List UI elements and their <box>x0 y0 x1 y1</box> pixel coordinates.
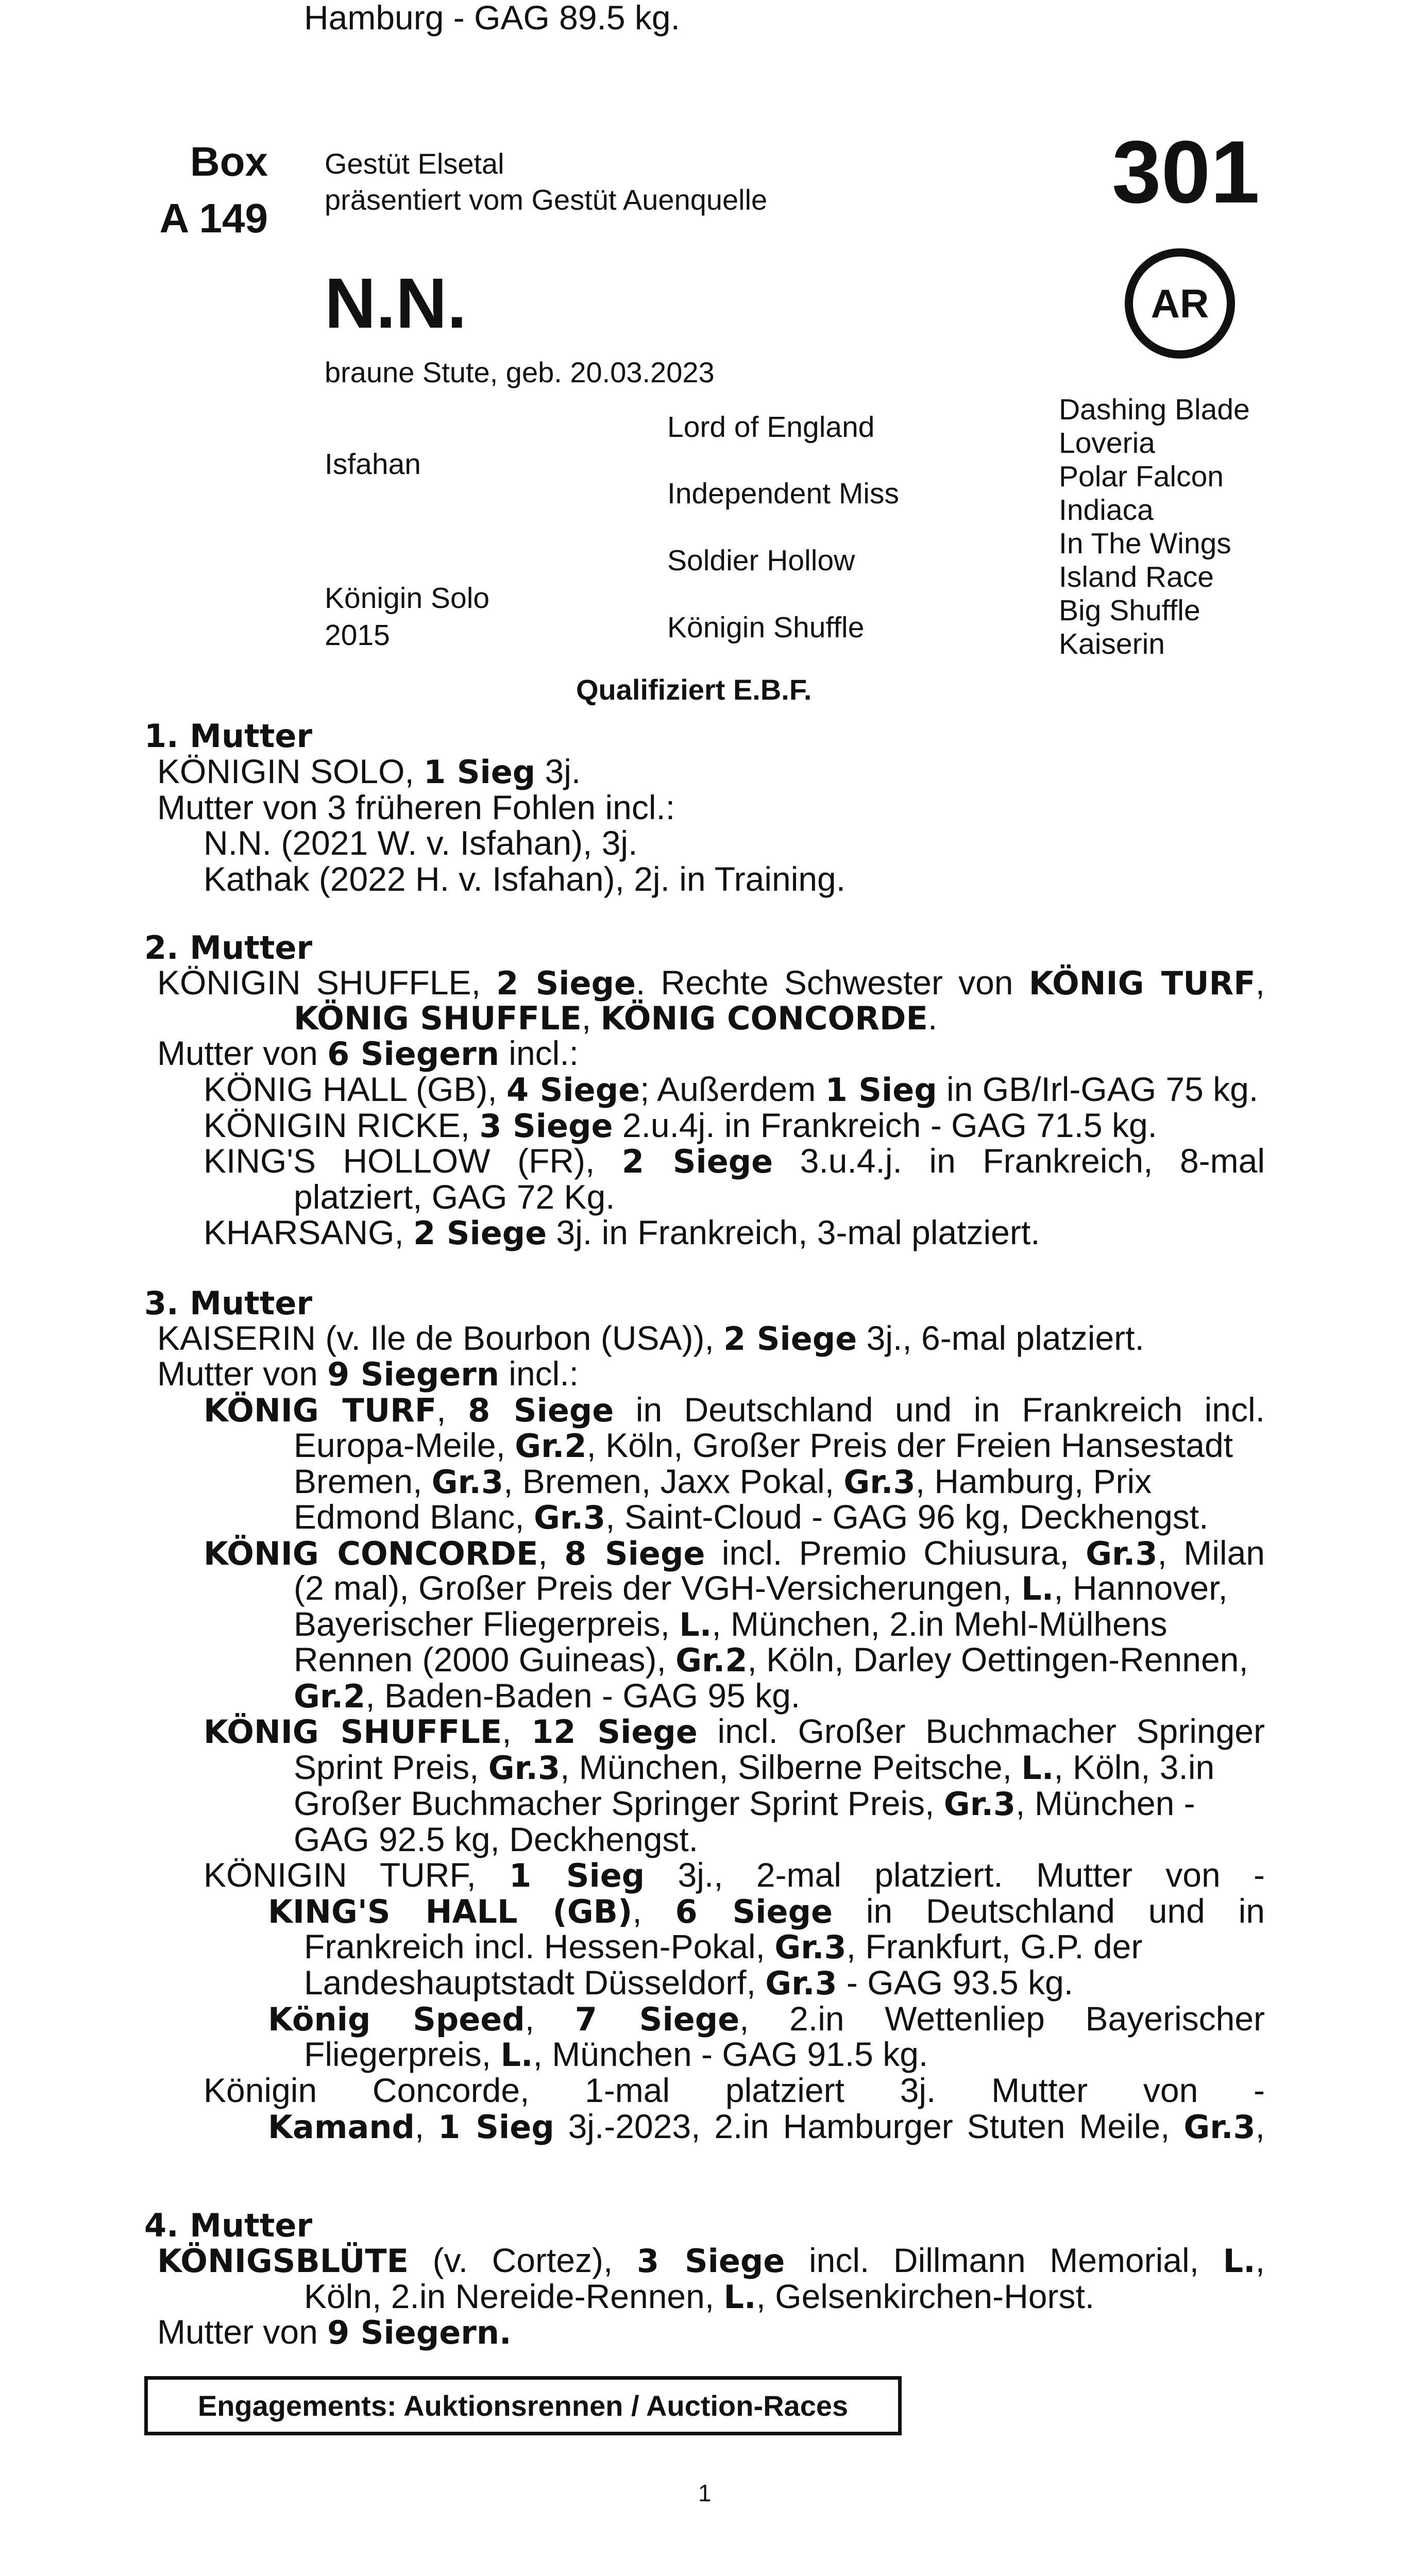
text-line <box>304 2279 1094 2315</box>
text-run: , Köln, Darley Oettingen-Rennen, <box>747 1640 1248 1679</box>
text-run: Edmond Blanc, <box>294 1498 534 1536</box>
text-run: KHARSANG, <box>204 1213 414 1251</box>
text-run: Hamburg - GAG 89.5 kg. <box>304 0 680 37</box>
bold-run: 1 Sieg <box>424 753 536 791</box>
text-run: Mutter von <box>157 2313 328 2351</box>
bold-run: KING'S HALL (GB) <box>268 1893 633 1930</box>
text-run: incl. Premio Chiusura, <box>705 1534 1086 1572</box>
text-run: Kathak (2022 H. v. Isfahan), 2j. in Training. <box>204 860 846 898</box>
text-run: , Gelsenkirchen-Horst. <box>756 2277 1095 2315</box>
text-line <box>294 1642 1248 1678</box>
pedigree-g3: Kaiserin <box>1059 628 1165 660</box>
text-run: in Deutschland und in <box>833 1892 1265 1930</box>
box-number: A 149 <box>159 195 268 241</box>
text-run: Mutter von 3 früheren Fohlen incl.: <box>157 788 675 826</box>
text-run: (v. Cortez), <box>409 2241 637 2279</box>
presenter: präsentiert vom Gestüt Auenquelle <box>325 183 768 216</box>
text-line <box>294 1822 698 1857</box>
text-line <box>268 2109 1265 2145</box>
text-run: , Hannover, <box>1054 1569 1228 1607</box>
text-line <box>294 1786 1195 1822</box>
bold-run: L. <box>723 2278 756 2316</box>
text-run: , Saint-Cloud - GAG 96 kg, Deckhengst. <box>605 1498 1209 1536</box>
bold-run: Gr.3 <box>943 1785 1016 1823</box>
text-run: 3j. in Frankreich, 3-mal platziert. <box>547 1213 1040 1251</box>
bold-run: 2 Siege <box>496 964 636 1002</box>
text-line <box>304 2037 928 2073</box>
text-run: incl.: <box>499 1034 579 1072</box>
text-line <box>204 2073 1265 2108</box>
text-run: 3.u.4.j. in Frankreich, 8-mal <box>773 1142 1265 1180</box>
text-line <box>304 1965 1073 2001</box>
bold-run: 4 Siege <box>506 1071 640 1109</box>
bold-run: Gr.3 <box>533 1499 606 1536</box>
bold-run: 1 Sieg <box>438 2108 554 2146</box>
bold-run: L. <box>1223 2242 1256 2280</box>
bold-run: König Speed <box>268 2001 525 2038</box>
text-run: , <box>1255 2107 1265 2145</box>
text-line <box>294 1678 800 1714</box>
bold-run: 12 Siege <box>531 1713 698 1751</box>
text-run: . Rechte Schwester von <box>636 963 1029 1002</box>
bold-run: Gr.2 <box>294 1677 366 1715</box>
text-line <box>294 1499 1208 1535</box>
text-run: Königin Concorde, 1-mal platziert 3j. Mutter von - <box>204 2071 1265 2109</box>
pedigree-dam-sire: Soldier Hollow <box>667 544 855 577</box>
bold-run: 1 Sieg <box>825 1071 937 1109</box>
text-run: , Hamburg, Prix <box>915 1462 1152 1500</box>
text-line <box>294 1464 1152 1500</box>
text-run: Fliegerpreis, <box>304 2035 501 2073</box>
text-line <box>204 825 637 860</box>
pedigree-g3: Indiaca <box>1059 494 1154 527</box>
horse-name: N.N. <box>325 264 467 343</box>
text-run: , <box>1255 2241 1265 2279</box>
text-run: , <box>502 1712 532 1750</box>
text-run: KAISERIN (v. Ile de Bourbon (USA)), <box>157 1319 724 1357</box>
text-run: 3j. <box>535 752 581 790</box>
text-line <box>294 1179 615 1214</box>
bold-run: 2 Siege <box>621 1143 773 1180</box>
section-title: 4. Mutter <box>144 2207 313 2244</box>
bold-run: 9 Siegern <box>327 1355 499 1393</box>
pedigree-g3: Loveria <box>1059 427 1155 460</box>
text-line <box>204 1215 1040 1251</box>
text-line <box>268 2001 1265 2037</box>
text-run: GAG 92.5 kg, Deckhengst. <box>294 1820 699 1858</box>
text-line <box>157 2314 512 2350</box>
text-run: Köln, 2.in Nereide-Rennen, <box>304 2277 724 2315</box>
text-line <box>157 1320 1144 1357</box>
bold-run: KÖNIG CONCORDE <box>600 999 928 1037</box>
text-run: Mutter von <box>157 1354 328 1393</box>
bold-run: Gr.2 <box>515 1427 587 1465</box>
engagements-box <box>144 2376 902 2435</box>
text-run: Großer Buchmacher Springer Sprint Preis, <box>294 1784 944 1822</box>
bold-run: 3 Siege <box>636 2242 785 2280</box>
text-run: , <box>414 2107 438 2145</box>
ar-badge-label: AR <box>1151 280 1209 326</box>
bold-run: Gr.3 <box>843 1463 916 1501</box>
text-run: Rennen (2000 Guineas), <box>294 1640 676 1679</box>
text-run: - GAG 93.5 kg. <box>837 1963 1074 2002</box>
text-run: KÖNIGIN SHUFFLE, <box>157 963 497 1002</box>
text-line <box>204 1143 1265 1179</box>
text-run: , München - GAG 91.5 kg. <box>533 2035 928 2073</box>
text-line <box>204 1535 1265 1571</box>
text-run: , Köln, 3.in <box>1054 1748 1215 1786</box>
bold-run: 7 Siege <box>574 2001 740 2038</box>
pedigree-sire-dam: Independent Miss <box>667 477 899 510</box>
text-run: , Milan <box>1157 1534 1265 1572</box>
horse-description: braune Stute, geb. 20.03.2023 <box>325 356 715 388</box>
pedigree-g3: Big Shuffle <box>1059 594 1200 627</box>
text-line <box>204 861 845 896</box>
section-title: 2. Mutter <box>144 929 313 967</box>
text-line <box>294 1428 1233 1464</box>
bold-run: KÖNIG CONCORDE <box>204 1535 538 1572</box>
bold-run: Gr.2 <box>675 1641 748 1679</box>
qualification: Qualifiziert E.B.F. <box>576 673 812 706</box>
pedigree-g3: Island Race <box>1059 561 1214 594</box>
text-line <box>294 1570 1228 1606</box>
text-run: N.N. (2021 W. v. Isfahan), 3j. <box>204 824 638 862</box>
text-run: , <box>538 1534 565 1572</box>
text-run: Mutter von <box>157 1034 328 1072</box>
text-run: 2.u.4j. in Frankreich - GAG 71.5 kg. <box>613 1106 1157 1144</box>
text-run: 3j., 6-mal platziert. <box>857 1319 1144 1357</box>
pedigree-sire: Isfahan <box>325 448 421 481</box>
bold-run: L. <box>1021 1570 1054 1607</box>
text-run: 3j., 2-mal platziert. Mutter von - <box>645 1856 1265 1894</box>
text-line <box>304 1929 1142 1965</box>
text-run: , <box>436 1391 468 1429</box>
bold-run: KÖNIG TURF <box>204 1392 437 1429</box>
bold-run: Kamand <box>268 2108 415 2146</box>
text-run: KÖNIG HALL (GB), <box>204 1070 507 1108</box>
text-line <box>304 0 680 35</box>
pedigree-g3: In The Wings <box>1059 527 1231 560</box>
text-line <box>157 754 581 790</box>
bold-run: 8 Siege <box>468 1392 614 1429</box>
bold-run: Gr.3 <box>488 1749 561 1787</box>
text-line <box>204 1392 1265 1428</box>
text-line <box>204 1857 1265 1893</box>
bold-run: Gr.3 <box>1183 2108 1256 2146</box>
text-line <box>157 965 1265 1001</box>
section-title: 1. Mutter <box>144 717 313 755</box>
bold-run: Gr.3 <box>431 1463 504 1501</box>
text-run: Europa-Meile, <box>294 1426 515 1464</box>
text-line <box>157 790 675 825</box>
pedigree-dam-year: 2015 <box>325 619 390 652</box>
text-run: incl. Großer Buchmacher Springer <box>697 1712 1265 1750</box>
bold-run: Gr.3 <box>765 1964 837 2002</box>
text-line <box>294 1606 1167 1642</box>
bold-run: KÖNIG TURF <box>1028 964 1256 1002</box>
lot-number: 301 <box>1112 123 1260 222</box>
text-run: KING'S HOLLOW (FR), <box>204 1142 622 1180</box>
text-run: . <box>927 998 938 1037</box>
bold-run: Gr.3 <box>1086 1535 1158 1572</box>
bold-run: L. <box>500 2036 533 2074</box>
pedigree-g3: Polar Falcon <box>1059 460 1224 493</box>
pedigree-g3: Dashing Blade <box>1059 393 1250 426</box>
box-label: Box <box>190 139 268 184</box>
bold-run: 6 Siegern <box>327 1035 499 1073</box>
section-title: 3. Mutter <box>144 1284 313 1322</box>
text-run: , München, 2.in Mehl-Mülhens <box>712 1605 1168 1643</box>
text-run: , Köln, Großer Preis der Freien Hansestadt <box>586 1426 1233 1464</box>
bold-run: L. <box>679 1606 712 1643</box>
text-run: incl. Dillmann Memorial, <box>785 2241 1223 2279</box>
text-run: , <box>1255 963 1265 1002</box>
text-line <box>157 1036 579 1072</box>
text-run: Landeshauptstadt Düsseldorf, <box>304 1963 766 2002</box>
bold-run: 2 Siege <box>413 1214 547 1252</box>
bold-run: KÖNIG SHUFFLE <box>294 999 582 1037</box>
pedigree-dam-dam: Königin Shuffle <box>667 611 865 644</box>
text-run: Frankreich incl. Hessen-Pokal, <box>304 1927 775 1965</box>
text-run: incl.: <box>499 1354 579 1393</box>
text-run: KÖNIGIN TURF, <box>204 1856 510 1894</box>
bold-run: L. <box>1021 1749 1054 1787</box>
bold-run: 2 Siege <box>723 1320 857 1358</box>
text-run: , München - <box>1016 1784 1195 1822</box>
text-run: , <box>632 1892 675 1930</box>
text-line <box>157 2243 1265 2279</box>
text-line <box>294 1750 1214 1786</box>
text-line <box>204 1108 1157 1144</box>
bold-run: KÖNIGSBLÜTE <box>157 2242 409 2280</box>
bold-run: 9 Siegern. <box>327 2314 512 2351</box>
text-run: Bremen, <box>294 1462 432 1500</box>
bold-run: KÖNIG SHUFFLE <box>204 1713 502 1751</box>
text-run: , 2.in Wettenliep Bayerischer <box>739 1999 1265 2038</box>
page-number: 1 <box>698 2480 712 2506</box>
text-run: , <box>525 1999 575 2038</box>
text-run: Bayerischer Fliegerpreis, <box>294 1605 680 1643</box>
pedigree-dam: Königin Solo <box>325 582 490 615</box>
breeder: Gestüt Elsetal <box>325 147 504 180</box>
text-run: ; Außerdem <box>640 1070 825 1108</box>
bold-run: 3 Siege <box>479 1107 613 1145</box>
text-line <box>294 1000 937 1036</box>
text-run: platziert, GAG 72 Kg. <box>294 1178 615 1216</box>
text-run: (2 mal), Großer Preis der VGH-Versicherungen, <box>294 1569 1022 1607</box>
bold-run: 1 Sieg <box>509 1857 645 1894</box>
text-run: 3j.-2023, 2.in Hamburger Stuten Meile, <box>554 2107 1184 2145</box>
text-run: , <box>581 998 601 1037</box>
pedigree-sire-sire: Lord of England <box>667 411 875 444</box>
bold-run: 6 Siege <box>675 1893 833 1930</box>
engagements-label: Engagements: Auktionsrennen / Auction-Races <box>197 2389 849 2422</box>
text-run: , Baden-Baden - GAG 95 kg. <box>365 1676 801 1715</box>
text-line <box>268 1893 1265 1929</box>
bold-run: Gr.3 <box>774 1928 847 1966</box>
text-run: , München, Silberne Peitsche, <box>560 1748 1022 1786</box>
text-run: in GB/Irl-GAG 75 kg. <box>937 1070 1259 1108</box>
text-run: , Bremen, Jaxx Pokal, <box>503 1462 844 1500</box>
text-line <box>204 1072 1258 1108</box>
text-run: KÖNIGIN RICKE, <box>204 1106 480 1144</box>
text-run: , Frankfurt, G.P. der <box>846 1927 1143 1965</box>
ar-badge-icon <box>1125 248 1235 359</box>
text-line <box>157 1356 579 1392</box>
text-run: KÖNIGIN SOLO, <box>157 752 424 790</box>
text-run: Sprint Preis, <box>294 1748 488 1786</box>
text-line <box>204 1714 1265 1750</box>
text-run: in Deutschland und in Frankreich incl. <box>614 1391 1265 1429</box>
bold-run: 8 Siege <box>564 1535 705 1572</box>
